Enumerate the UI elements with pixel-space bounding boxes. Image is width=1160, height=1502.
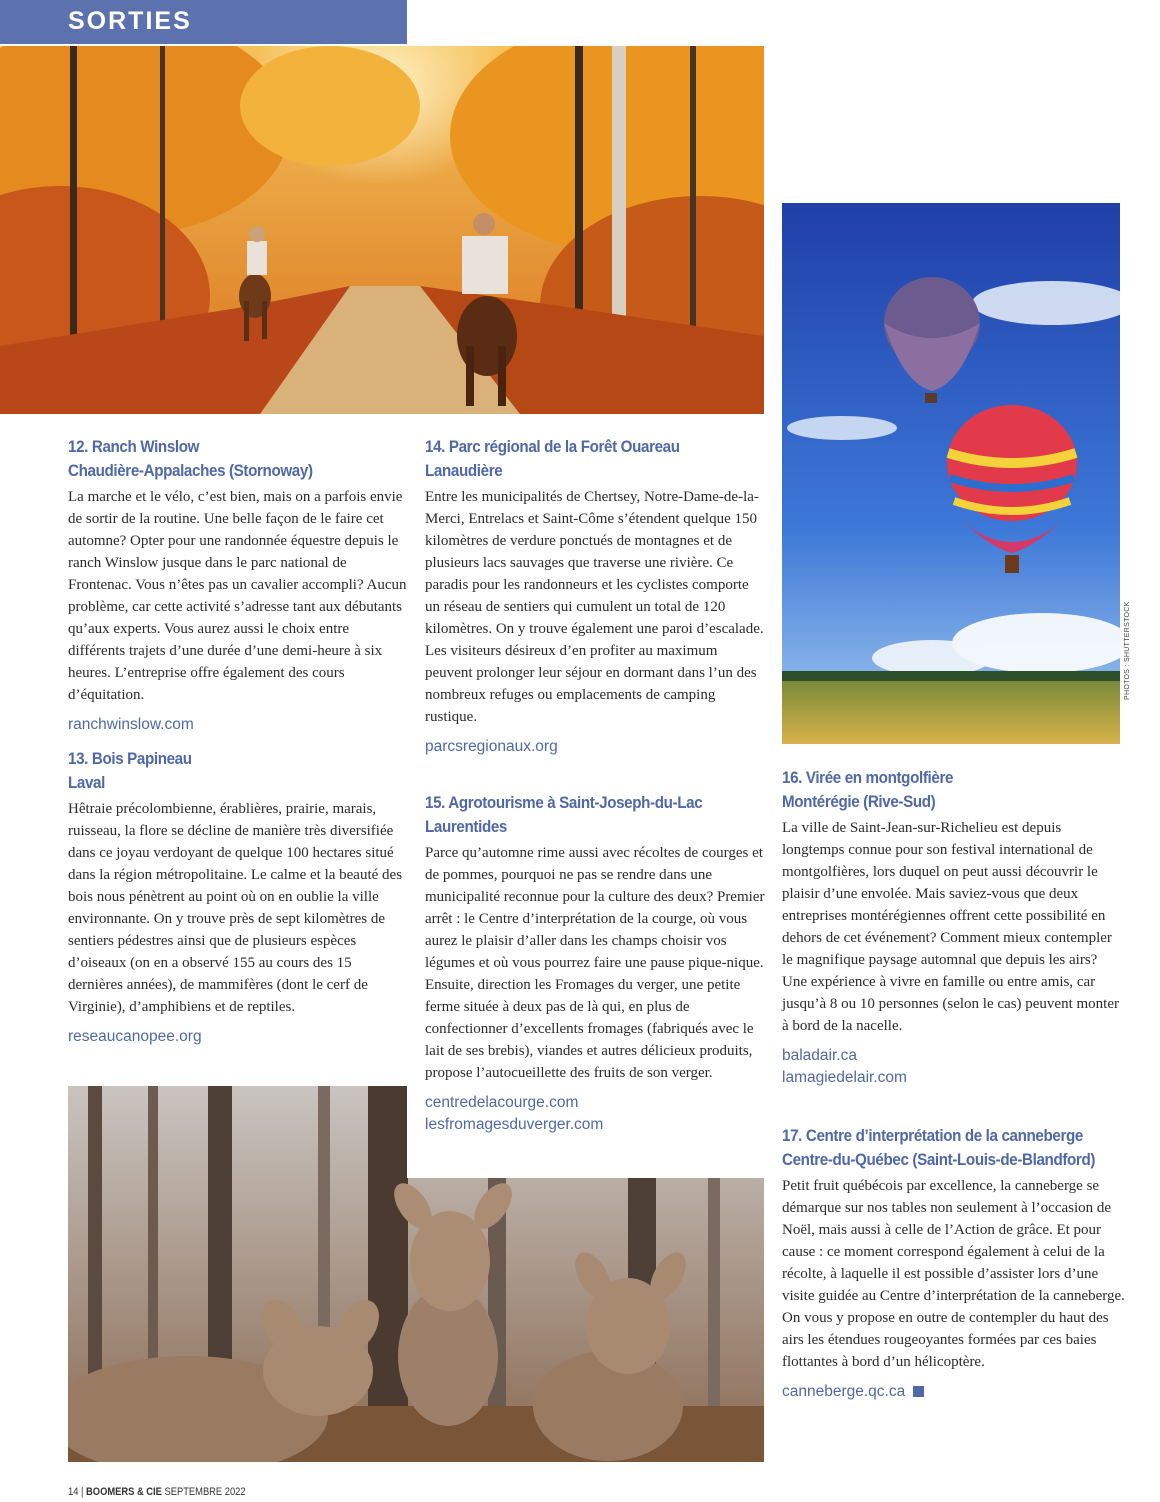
article-14-link[interactable]: parcsregionaux.org [425,738,558,755]
article-12-title: 12. Ranch Winslow [68,438,200,456]
article-15-link-1[interactable]: centredelacourge.com [425,1094,579,1111]
autumn-horse-riders-photo [0,46,764,414]
article-13 [68,747,408,1048]
article-14-title: 14. Parc régional de la Forêt Ouareau [425,438,680,456]
article-14 [425,435,765,758]
article-13-subtitle: Laval [68,774,105,792]
article-17-link-text[interactable]: canneberge.qc.ca [782,1383,906,1400]
article-13-title: 13. Bois Papineau [68,750,192,768]
article-15-body: Parce qu’automne rime aussi avec récoltes de courges et de pommes, pourquoi ne pas se rendre dans une municipalité reconnue pour la culture des deux? Premier arrêt : le Centre d’interprétation de la courge, où vous aurez le plaisir d’aller dans les champs choisir vos légumes et où vous pourrez faire une pause pique-nique. Ensuite, direction les Fromages du verger, une petite ferme située à deux pas de là qui, en plus de confectionner d’excellents fromages (fabriqués avec le lait de ses brebis), viandes et autres délicieux produits, propose l’autocueillette des fruits de son verger. [425,845,765,1081]
article-15-subtitle: Laurentides [425,818,507,836]
article-17-body: Petit fruit québécois par excellence, la canneberge se démarque sur nos tables non seulement à l’occasion de Noël, mais aussi à celle de l’Action de grâce. Et pour cause : ce moment correspond également à celui de la récolte, à laquelle il est possible d’assister lors d’une visite guidée au Centre d’interprétation de la canneberge. On vous y propose en outre de contempler du haut des airs les étendues rougeoyantes formées par ces baies flottantes à bord d’un hélicoptère. [782,1178,1125,1370]
section-title: SORTIES [0,0,407,44]
article-16-link-1[interactable]: baladair.ca [782,1047,857,1064]
magazine-name: BOOMERS & CIE [86,1486,162,1498]
article-14-body: Entre les municipalités de Chertsey, Notre-Dame-de-la-Merci, Entrelacs et Saint-Côme s’étendent quelque 150 kilomètres de verdure ponctués de montagnes et de plusieurs lacs sauvages que traverse une rivière. Ce paradis pour les randonneurs et les cyclistes comporte un réseau de sentiers qui cumulent un total de 120 kilomètres. On y trouve également une paroi d’escalade. Les visiteurs désireux d’en profiter au maximum peuvent prolonger leur séjour en dormant dans l’un des nombreux refuges ou emplacements de camping rustique. [425,489,764,725]
article-17-subtitle: Centre-du-Québec (Saint-Louis-de-Blandford) [782,1151,1096,1169]
article-12-subtitle: Chaudière-Appalaches (Stornoway) [68,462,313,480]
article-13-link[interactable]: reseaucanopee.org [68,1028,202,1045]
article-16-link-2[interactable]: lamagiedelair.com [782,1069,907,1086]
article-16-body: La ville de Saint-Jean-sur-Richelieu est depuis longtemps connue pour son festival international de montgolfières, lors duquel on peut aussi découvrir le plaisir d’une envolée. Mais saviez-vous que deux entreprises montérégiennes offrent cette possibilité en dehors de cet événement? Comment mieux contempler le magnifique paysage automnal que depuis les airs? Une expérience à vivre en famille ou entre amis, car jusqu’à 8 ou 10 personnes (selon le cas) peuvent monter à bord de la nacelle. [782,820,1119,1034]
end-square-icon [913,1386,924,1397]
page-footer: 14 | BOOMERS & CIE SEPTEMBRE 2022 [68,1486,246,1498]
article-15 [425,791,765,1136]
article-12 [68,435,408,736]
hot-air-balloons-photo [782,203,1120,744]
article-15-title: 15. Agrotourisme à Saint-Joseph-du-Lac [425,794,703,812]
article-12-body: La marche et le vélo, c’est bien, mais on a parfois envie de sortir de la routine. Une belle façon de le faire cet automne? Opter pour une randonnée équestre depuis le ranch Winslow jusque dans le parc national de Frontenac. Vous n’êtes pas un cavalier accompli? Aucun problème, car cette activité s’adresse tant aux débutants qu’aux experts. Vous aurez aussi le choix entre différents trajets d’une durée d’une demi-heure à six heures. L’entreprise offre également des cours d’équitation. [68,489,407,703]
article-16-subtitle: Montérégie (Rive-Sud) [782,793,936,811]
photo-credit: PHOTOS : SHUTTERSTOCK [1124,601,1131,700]
article-17 [782,1124,1126,1403]
article-15-link-2[interactable]: lesfromagesduverger.com [425,1116,604,1133]
article-16 [782,766,1126,1089]
article-12-link[interactable]: ranchwinslow.com [68,716,194,733]
page-number: 14 [68,1486,79,1498]
article-14-subtitle: Lanaudière [425,462,503,480]
article-16-title: 16. Virée en montgolfière [782,769,954,787]
article-17-title: 17. Centre d’interprétation de la canneberge [782,1127,1083,1145]
article-17-link[interactable] [782,1381,1126,1403]
article-13-body: Hêtraie précolombienne, érablières, prairie, marais, ruisseau, la flore se décline de manière très diversifiée dans ce joyau verdoyant de quelque 100 hectares situé dans la région métropolitaine. Le calme et la beauté des bois nous pénètrent au point où on en oublie la ville environnante. On y trouve près de sept kilomètres de sentiers pédestres ainsi que de plusieurs espèces d’oiseaux (on en a observé 155 au cours des 15 dernières années), de mammifères (dont le cerf de Virginie), d’amphibiens et de reptiles. [68,801,403,1015]
issue-date: SEPTEMBRE 2022 [164,1486,246,1498]
